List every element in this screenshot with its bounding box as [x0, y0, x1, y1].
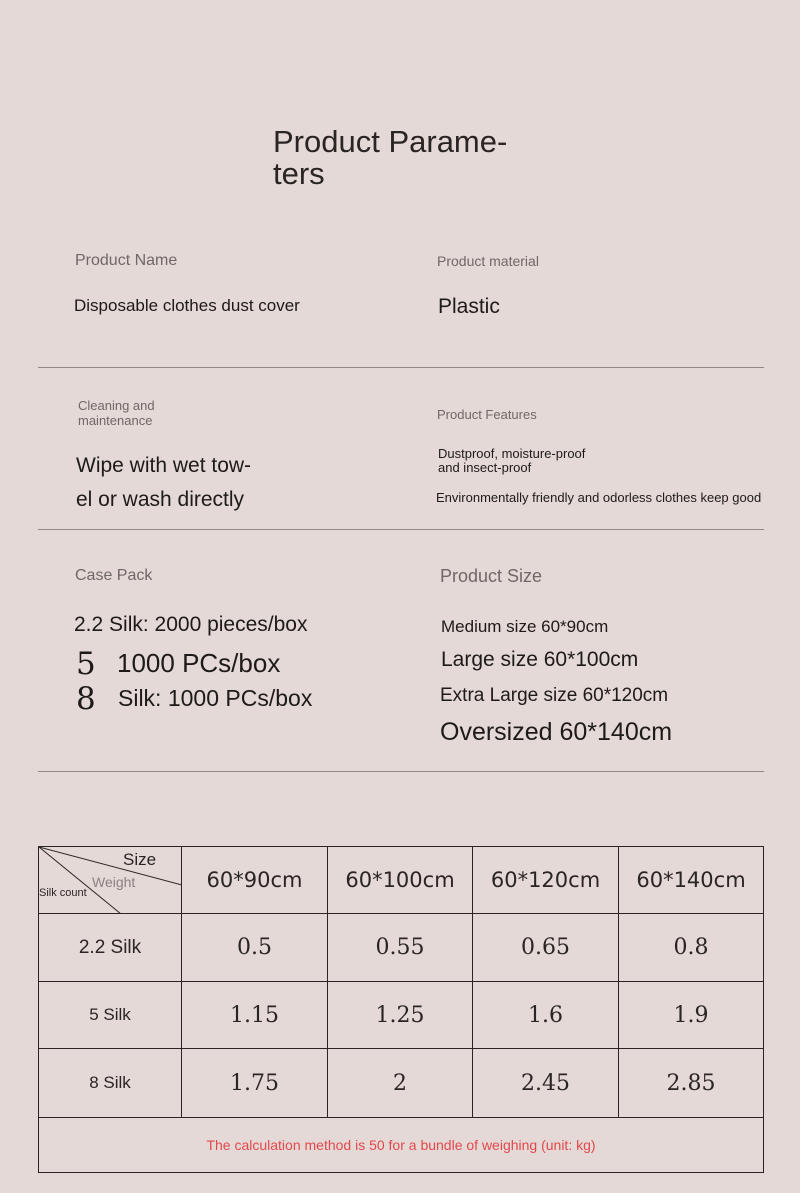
page-title-line2: ters: [273, 156, 325, 191]
table-cell: 2.45: [473, 1049, 619, 1118]
corner-silk-count-label: Silk count: [39, 887, 87, 899]
page-title: [273, 126, 533, 190]
product-material-label: Product material: [437, 253, 539, 269]
divider: [38, 367, 764, 368]
case-pack-item: 1000 PCs/box: [117, 648, 281, 678]
column-header: 60*120cm: [473, 847, 619, 914]
table-cell: 1.15: [182, 982, 328, 1049]
cleaning-label: Cleaning and maintenance: [78, 398, 155, 428]
column-header: 60*140cm: [619, 847, 764, 914]
table-note-row: [39, 1118, 764, 1173]
product-size-item: Oversized 60*140cm: [440, 718, 673, 746]
cleaning-value: Wipe with wet tow- el or wash directly: [76, 454, 252, 511]
case-pack-item: 2.2 Silk: 2000 pieces/box: [74, 613, 308, 636]
table-cell: 0.55: [328, 914, 473, 982]
product-name-label: Product Name: [75, 252, 178, 269]
table-row: [39, 1049, 764, 1118]
case-pack-label: Case Pack: [75, 567, 153, 584]
corner-weight-label: Weight: [92, 874, 136, 890]
row-header: 2.2 Silk: [39, 914, 182, 982]
product-features-value: Dustproof, moisture-proof and insect-proof: [438, 446, 586, 475]
row-header: 5 Silk: [39, 982, 182, 1049]
product-size-label: Product Size: [440, 566, 543, 586]
table-header-row: [39, 847, 764, 914]
divider: [38, 529, 764, 530]
table-cell: 2.85: [619, 1049, 764, 1118]
table-cell: 0.8: [619, 914, 764, 982]
product-name-value: Disposable clothes dust cover: [74, 296, 300, 315]
table-cell: 1.25: [328, 982, 473, 1049]
product-size-item: Extra Large size 60*120cm: [440, 685, 669, 706]
table-cell: 0.65: [473, 914, 619, 982]
divider: [38, 771, 764, 772]
case-pack-item-prefix: 8: [76, 681, 96, 717]
table-row: [39, 914, 764, 982]
table-cell: 1.6: [473, 982, 619, 1049]
case-pack-item-prefix: 5: [76, 646, 96, 682]
table-corner-cell: [39, 847, 182, 914]
column-header: 60*100cm: [328, 847, 473, 914]
product-material-value: Plastic: [438, 295, 500, 318]
table-cell: 0.5: [182, 914, 328, 982]
case-pack-item: Silk: 1000 PCs/box: [118, 685, 313, 711]
table-cell: 2: [328, 1049, 473, 1118]
table-cell: 1.75: [182, 1049, 328, 1118]
table-note: The calculation method is 50 for a bundle of weighing (unit: kg): [39, 1118, 764, 1173]
product-features-extra: Environmentally friendly and odorless clothes keep good: [436, 490, 762, 505]
table-cell: 1.9: [619, 982, 764, 1049]
column-header: 60*90cm: [182, 847, 328, 914]
product-features-label: Product Features: [437, 407, 537, 422]
row-header: 8 Silk: [39, 1049, 182, 1118]
weight-table: [38, 846, 764, 1173]
product-size-item: Medium size 60*90cm: [441, 617, 609, 636]
page-title-line1: Product Parame-: [273, 124, 508, 159]
corner-size-label: Size: [123, 850, 157, 869]
product-size-item: Large size 60*100cm: [441, 648, 639, 671]
table-row: [39, 982, 764, 1049]
